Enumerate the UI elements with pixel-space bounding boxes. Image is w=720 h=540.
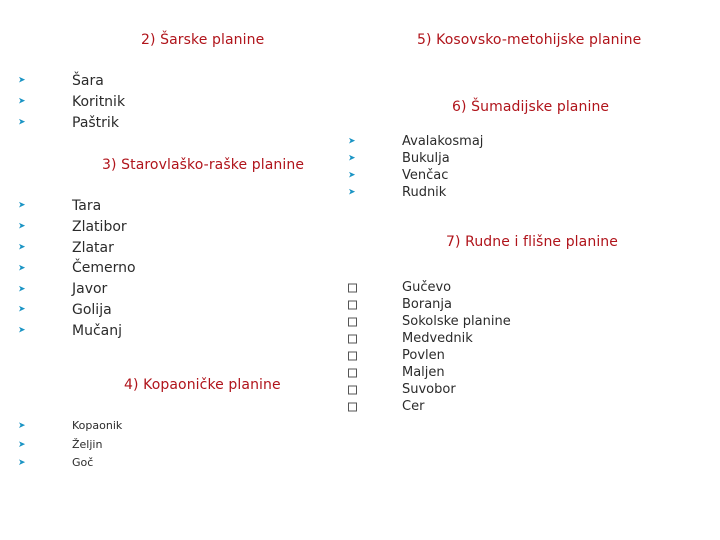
arrow-bullet-icon: ➤	[18, 242, 26, 253]
list-item: ➤ Šara	[18, 71, 125, 92]
list-item: Povlen	[348, 347, 511, 364]
arrow-bullet-icon: ➤	[18, 458, 26, 468]
heading-kosovsko-metohijske-planine: 5) Kosovsko-metohijske planine	[417, 32, 642, 48]
arrow-bullet-icon: ➤	[348, 187, 356, 197]
list-item: ➤ Željin	[18, 436, 122, 455]
list-item: Medvednik	[348, 330, 511, 347]
list-kopaonicke-planine	[18, 417, 122, 473]
list-sarske-planine	[18, 71, 125, 133]
arrow-bullet-icon: ➤	[18, 421, 26, 431]
heading-starovlasko-raske-planine: 3) Starovlaško-raške planine	[102, 157, 305, 173]
list-item: ➤ Javor	[18, 279, 136, 300]
checkbox-bullet-icon	[348, 300, 357, 309]
list-item: ➤ Goč	[18, 454, 122, 473]
arrow-bullet-icon: ➤	[18, 75, 26, 86]
checkbox-bullet-icon	[348, 402, 357, 411]
arrow-bullet-icon: ➤	[18, 439, 26, 450]
heading-kopaonicke-planine: 4) Kopaoničke planine	[124, 377, 281, 393]
arrow-bullet-icon: ➤	[18, 263, 26, 274]
list-item: ➤ Rudnik	[348, 185, 447, 200]
list-item: Suvobor	[348, 381, 511, 398]
list-sumadijske-planine	[348, 133, 483, 201]
arrow-bullet-icon: ➤	[348, 170, 356, 180]
list-starovlasko-raske-planine	[18, 196, 136, 342]
heading-rudne-i-flisne-planine: 7) Rudne i flišne planine	[446, 234, 618, 250]
checkbox-bullet-icon	[348, 317, 357, 326]
list-item: ➤ Bukulja	[348, 151, 450, 166]
list-item: ➤ Zlatar	[18, 238, 136, 259]
list-item: ➤ Avalakosmaj	[348, 134, 484, 149]
list-item: ➤ Paštrik	[18, 113, 125, 134]
arrow-bullet-icon: ➤	[348, 136, 356, 146]
arrow-bullet-icon: ➤	[18, 284, 26, 295]
checkbox-bullet-icon	[348, 351, 357, 360]
list-item: ➤ Koritnik	[18, 92, 125, 113]
arrow-bullet-icon: ➤	[348, 153, 356, 163]
list-item: Gučevo	[348, 279, 511, 296]
arrow-bullet-icon: ➤	[18, 117, 26, 128]
list-item: ➤ Golija	[18, 300, 136, 321]
list-item: ➤ Zlatibor	[18, 217, 136, 238]
list-rudne-i-flisne-planine	[348, 279, 511, 415]
checkbox-bullet-icon	[348, 334, 357, 343]
arrow-bullet-icon: ➤	[18, 325, 26, 336]
heading-sarske-planine: 2) Šarske planine	[141, 32, 265, 48]
checkbox-bullet-icon	[348, 385, 357, 394]
list-item: ➤ Tara	[18, 196, 136, 217]
list-item: Maljen	[348, 364, 511, 381]
list-item: Cer	[348, 398, 511, 415]
arrow-bullet-icon: ➤	[18, 304, 26, 315]
list-item: Sokolske planine	[348, 313, 511, 330]
checkbox-bullet-icon	[348, 283, 357, 292]
list-item: ➤ Venčac	[348, 168, 449, 183]
list-item: Boranja	[348, 296, 511, 313]
checkbox-bullet-icon	[348, 368, 357, 377]
list-item: ➤ Kopaonik	[18, 417, 122, 436]
arrow-bullet-icon: ➤	[18, 200, 26, 211]
heading-sumadijske-planine: 6) Šumadijske planine	[452, 99, 610, 115]
arrow-bullet-icon: ➤	[18, 96, 26, 107]
arrow-bullet-icon: ➤	[18, 221, 26, 232]
list-item: ➤ Čemerno	[18, 258, 136, 279]
list-item: ➤ Mučanj	[18, 321, 136, 342]
